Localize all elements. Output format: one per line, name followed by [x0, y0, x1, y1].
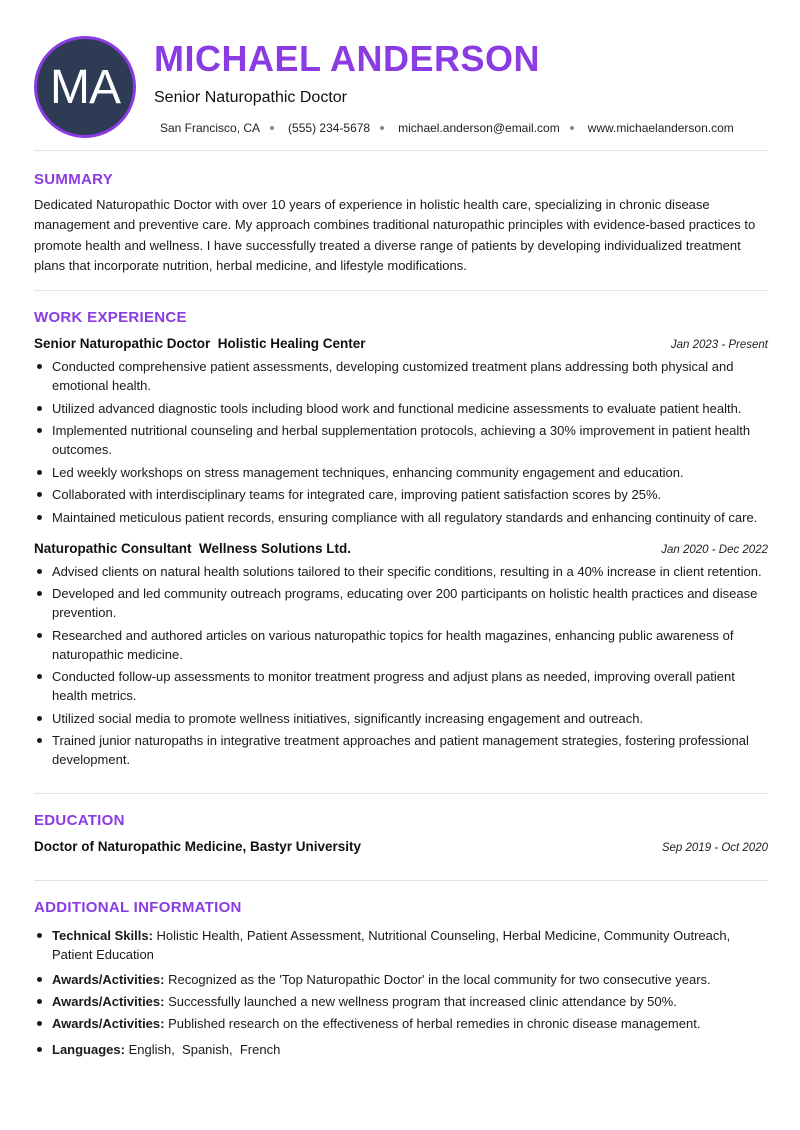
dot-separator-icon [570, 126, 574, 130]
item-text: Recognized as the 'Top Naturopathic Doctor' in the local community for two consecutive years. [164, 972, 711, 988]
resume-header [34, 0, 768, 150]
list-item [34, 1014, 768, 1033]
item-text: English, Spanish, French [124, 1042, 281, 1058]
item-label: Languages: [52, 1042, 125, 1058]
experience-section [34, 291, 768, 769]
contact-phone: (555) 234-5678 [288, 121, 371, 135]
job-header [34, 336, 768, 351]
dot-separator-icon [270, 126, 274, 130]
list-item: Maintained meticulous patient records, ensuring compliance with all regulatory standards and enhancing continuity of care. [34, 508, 768, 527]
list-item: Developed and led community outreach programs, educating over 200 participants on holistic health practices and disease prevention. [34, 584, 768, 622]
dot-separator-icon [380, 126, 384, 130]
contact-line [160, 121, 734, 135]
item-text: Holistic Health, Patient Assessment, Nutritional Counseling, Herbal Medicine, Community Outreach, Patient Education [52, 928, 731, 963]
job-title: Naturopathic Consultant Wellness Solutions Ltd. [34, 540, 352, 556]
item-text: Successfully launched a new wellness program that increased clinic attendance by 50%. [164, 994, 677, 1010]
list-item: Conducted comprehensive patient assessments, developing customized treatment plans addressing both physical and emotional health. [34, 357, 768, 395]
list-item: Conducted follow-up assessments to monitor treatment progress and adjust plans as needed, improving overall patient health metrics. [34, 667, 768, 705]
education-date: Sep 2019 - Oct 2020 [661, 842, 768, 855]
contact-email[interactable]: michael.anderson@email.com [398, 121, 560, 135]
job-date: Jan 2020 - Dec 2022 [661, 543, 768, 556]
section-heading-additional: ADDITIONAL INFORMATION [34, 899, 242, 917]
list-item: Utilized social media to promote wellness initiatives, significantly increasing engagement and outreach. [34, 709, 768, 728]
job-entry [34, 336, 768, 527]
job-entry [34, 541, 768, 770]
list-item: Advised clients on natural health solutions tailored to their specific conditions, resulting in a 40% increase in client retention. [34, 562, 768, 581]
item-label: Awards/Activities: [52, 1016, 165, 1032]
list-item: Researched and authored articles on various naturopathic topics for health magazines, enhancing public awareness of naturopathic medicine. [34, 626, 768, 664]
contact-website[interactable]: www.michaelanderson.com [587, 121, 734, 135]
education-section [34, 794, 768, 854]
job-bullets [34, 562, 768, 770]
job-title: Senior Naturopathic Doctor Holistic Healing Center [34, 336, 366, 352]
item-label: Awards/Activities: [52, 972, 165, 988]
job-date: Jan 2023 - Present [670, 339, 768, 352]
additional-section [34, 881, 768, 1059]
list-item [34, 926, 768, 964]
contact-location: San Francisco, CA [160, 121, 261, 135]
list-item: Collaborated with interdisciplinary teams for integrated care, improving patient satisfaction scores by 25%. [34, 485, 768, 504]
resume-page [34, 0, 768, 1059]
section-heading-education: EDUCATION [34, 812, 125, 830]
list-item [34, 1040, 768, 1059]
job-bullets [34, 357, 768, 527]
list-item [34, 970, 768, 989]
item-label: Awards/Activities: [52, 994, 165, 1010]
list-item [34, 992, 768, 1011]
list-item: Implemented nutritional counseling and herbal supplementation protocols, achieving a 30% improvement in patient health outcomes. [34, 421, 768, 459]
section-heading-summary: SUMMARY [34, 171, 114, 188]
additional-list [34, 926, 768, 1059]
candidate-name: MICHAEL ANDERSON [154, 38, 541, 79]
education-entry [34, 839, 768, 854]
job-header [34, 541, 768, 556]
list-item: Utilized advanced diagnostic tools including blood work and functional medicine assessments to evaluate patient health. [34, 399, 768, 418]
education-degree: Doctor of Naturopathic Medicine, Bastyr University [34, 839, 362, 855]
summary-text: Dedicated Naturopathic Doctor with over 10 years of experience in holistic health care, specializing in chronic disease management and preventive care. My approach combines traditional naturopathic principles with evidence-based practices to promote health and wellness. I have successfully treated a diverse range of patients by developing individualized treatment plans that incorporate nutrition, herbal medicine, and lifestyle modifications. [34, 197, 756, 273]
candidate-title: Senior Naturopathic Doctor [154, 89, 347, 106]
avatar [34, 36, 136, 138]
summary-section [34, 151, 768, 276]
item-text: Published research on the effectiveness of herbal remedies in chronic disease management. [164, 1016, 701, 1032]
item-label: Technical Skills: [52, 928, 153, 944]
list-item: Trained junior naturopaths in integrative treatment approaches and patient management strategies, fostering professional development. [34, 731, 768, 769]
avatar-initials: MA [50, 60, 120, 114]
list-item: Led weekly workshops on stress management techniques, enhancing community engagement and education. [34, 463, 768, 482]
section-heading-experience: WORK EXPERIENCE [34, 309, 187, 327]
